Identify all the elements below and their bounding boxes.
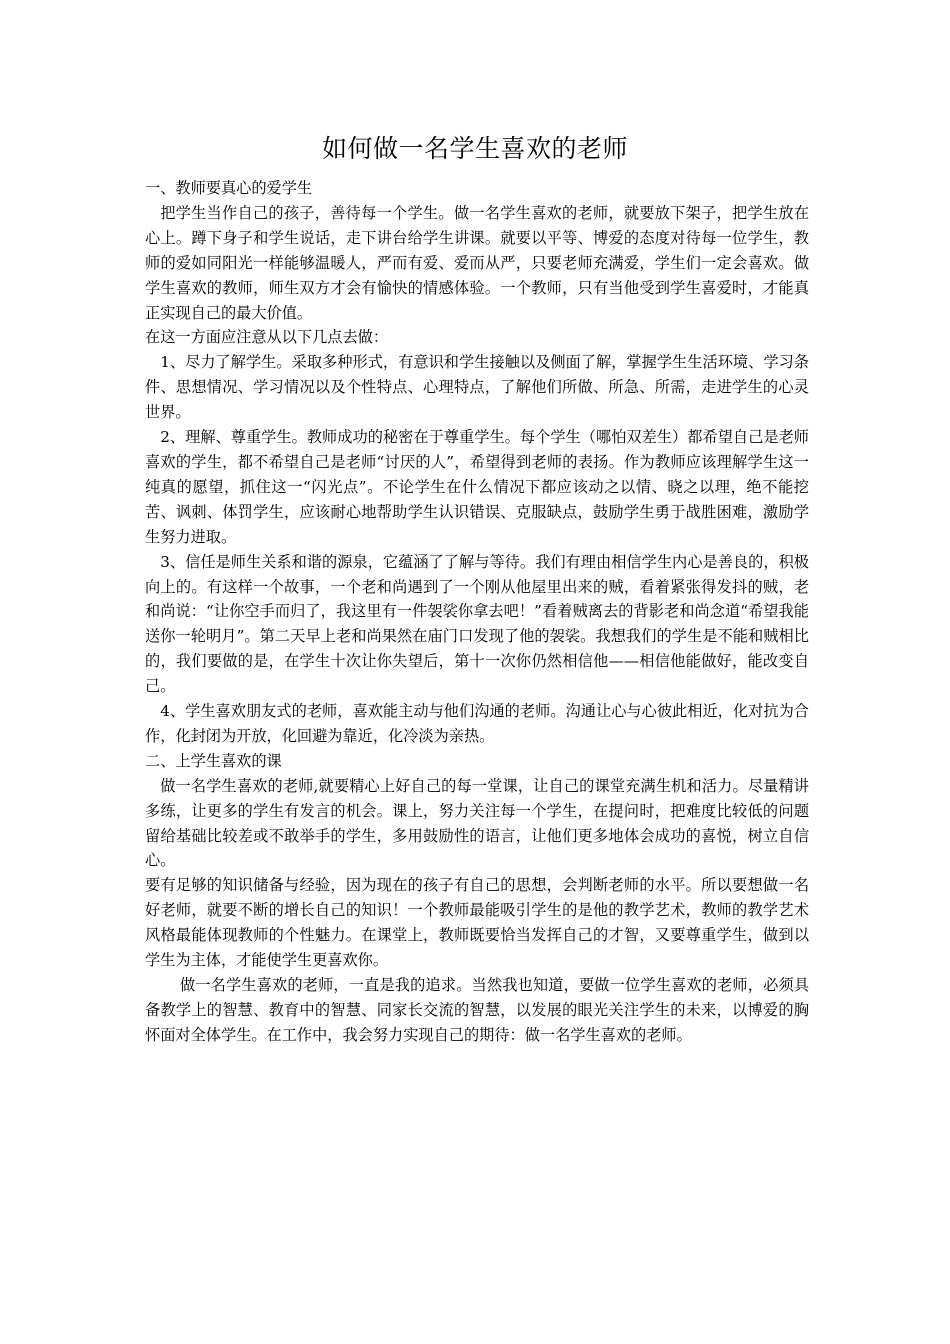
paragraph: 做一名学生喜欢的老师,就要精心上好自己的每一堂课，让自己的课堂充满生机和活力。尽量精讲多练，让更多的学生有发言的机会。课上，努力关注每一个学生，在提问时，把难度比较低的问题留给基础比较差或不敢举手的学生，多用鼓励性的语言，让他们更多地体会成功的喜悦，树立自信心。	[145, 776, 809, 870]
section-heading-2: 二、上学生喜欢的课	[145, 751, 282, 770]
paragraph: 做一名学生喜欢的老师，一直是我的追求。当然我也知道，要做一位学生喜欢的老师，必须具备教学上的智慧、教育中的智慧、同家长交流的智慧，以发展的眼光关注学生的未来，以博爱的胸怀面对全体学生。在工作中，我会努力实现自己的期待：做一名学生喜欢的老师。	[145, 976, 809, 1044]
document-body	[145, 176, 809, 1048]
section-heading-1: 一、教师要真心的爱学生	[145, 179, 313, 197]
paragraph: 在这一方面应注意从以下几点去做：	[145, 328, 388, 347]
paragraph: 把学生当作自己的孩子，善待每一个学生。做一名学生喜欢的老师，就要放下架子，把学生放在心上。蹲下身子和学生说话，走下讲台给学生讲课。就要以平等、博爱的态度对待每一位学生，教师的爱如同阳光一样能够温暖人，严而有爱、爱而从严，只要老师充满爱，学生们一定会喜欢。做学生喜欢的教师，师生双方才会有愉快的情感体验。一个教师，只有当他受到学生喜爱时，才能真正实现自己的最大价值。	[145, 203, 809, 322]
list-item: 4、学生喜欢朋友式的老师，喜欢能主动与他们沟通的老师。沟通让心与心彼此相近，化对抗为合作，化封闭为开放，化回避为靠近，化冷淡为亲热。	[145, 702, 809, 745]
list-item: 1、尽力了解学生。采取多种形式，有意识和学生接触以及侧面了解，掌握学生生活环境、学习条件、思想情况、学习情况以及个性特点、心理特点，了解他们所做、所急、所需，走进学生的心灵世界。	[145, 353, 809, 422]
list-item: 2、理解、尊重学生。教师成功的秘密在于尊重学生。每个学生（哪怕双差生）都希望自己是老师喜欢的学生，都不希望自己是老师“讨厌的人”，希望得到老师的表扬。作为教师应该理解学生这一纯真的愿望，抓住这一“闪光点”。不论学生在什么情况下都应该动之以情、晓之以理，绝不能挖苦、讽刺、体罚学生，应该耐心地帮助学生认识错误、克服缺点，鼓励学生勇于战胜困难，激励学生努力进取。	[145, 428, 809, 546]
page-title: 如何做一名学生喜欢的老师	[321, 134, 628, 163]
list-item: 3、信任是师生关系和谐的源泉，它蕴涵了了解与等待。我们有理由相信学生内心是善良的，积极向上的。有这样一个故事，一个老和尚遇到了一个刚从他屋里出来的贼，看着紧张得发抖的贼，老和尚说：“让你空手而归了，我这里有一件袈裟你拿去吧！”看着贼离去的背影老和尚念道“希望我能送你一轮明月”。第二天早上老和尚果然在庙门口发现了他的袈裟。我想我们的学生是不能和贼相比的，我们要做的是，在学生十次让你失望后，第十一次你仍然相信他——相信他能做好，能改变自己。	[145, 552, 809, 696]
paragraph: 要有足够的知识储备与经验，因为现在的孩子有自己的思想，会判断老师的水平。所以要想做一名好老师，就要不断的增长自己的知识！一个教师最能吸引学生的是他的教学艺术，教师的教学艺术风格最能体现教师的个性魅力。在课堂上，教师既要恰当发挥自己的才智，又要尊重学生，做到以学生为主体，才能使学生更喜欢你。	[145, 876, 809, 970]
